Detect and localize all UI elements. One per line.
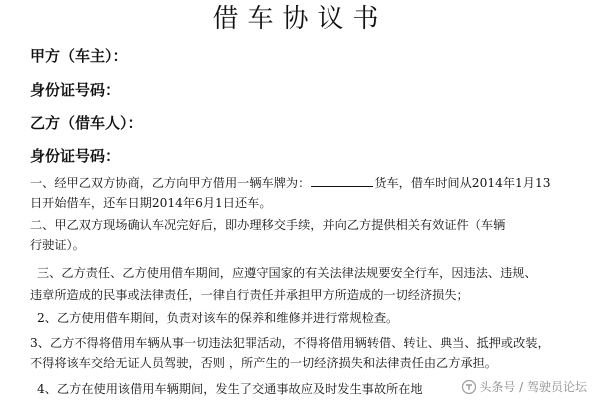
clause-6-line-1: 4、乙方在使用该借用车辆期间，发生了交通事故应及时发生事故所在地 — [37, 382, 423, 396]
clause-5-line-2: 不得将该车交给无证人员驾驶，否则 ，所产生的一切经济损失和法律责任由乙方承担。 — [30, 356, 497, 370]
clause-1-line-1 — [30, 172, 586, 194]
clause-4-line-1: 2、乙方使用借车期间，负责对该车的保养和维修并进行常规检查。 — [37, 311, 399, 325]
plate-number-blank — [311, 174, 373, 187]
watermark — [459, 377, 590, 396]
clause-3-line-1: 三、乙方责任、乙方使用借车期间，应遵守国家的有关法律法规要安全行车，因违法、违规、 — [37, 266, 537, 280]
party-b-label: 乙方（借车人）： — [30, 114, 143, 132]
clause-1-line-2: 日开始借车，还车日期2014年6月1日还车。 — [30, 196, 272, 210]
clause-5-line-1: 3、乙方不得将借用车辆从事一切违法犯罪活动，不得将借用辆转借、转让、典当、抵押或改装， — [30, 336, 550, 350]
toutiao-logo-icon — [462, 380, 476, 394]
id-number-b-label: 身份证号码： — [30, 147, 121, 165]
document-title: 借车协议书 — [212, 4, 388, 34]
party-a-label: 甲方（车主）： — [30, 47, 128, 65]
id-number-a-label: 身份证号码： — [30, 81, 121, 99]
clause-1-text-a: 一、经甲乙双方协商，乙方向甲方借用一辆车牌为： — [30, 176, 311, 190]
clause-2-line-2: 行驶证）。 — [30, 238, 85, 252]
clause-3-line-2: 违章所造成的民事或法律责任，一律自行责任并承担甲方所造成的一切经济损失； — [30, 288, 469, 302]
watermark-text: 头条号 / 驾驶员论坛 — [479, 380, 587, 394]
clause-1-text-b: 货车，借车时间从2014年1月13 — [374, 176, 551, 190]
clause-2-line-1: 二、甲乙双方现场确认车况完好后，即办理移交手续，并向乙方提供相关有效证件（车辆 — [30, 218, 506, 232]
